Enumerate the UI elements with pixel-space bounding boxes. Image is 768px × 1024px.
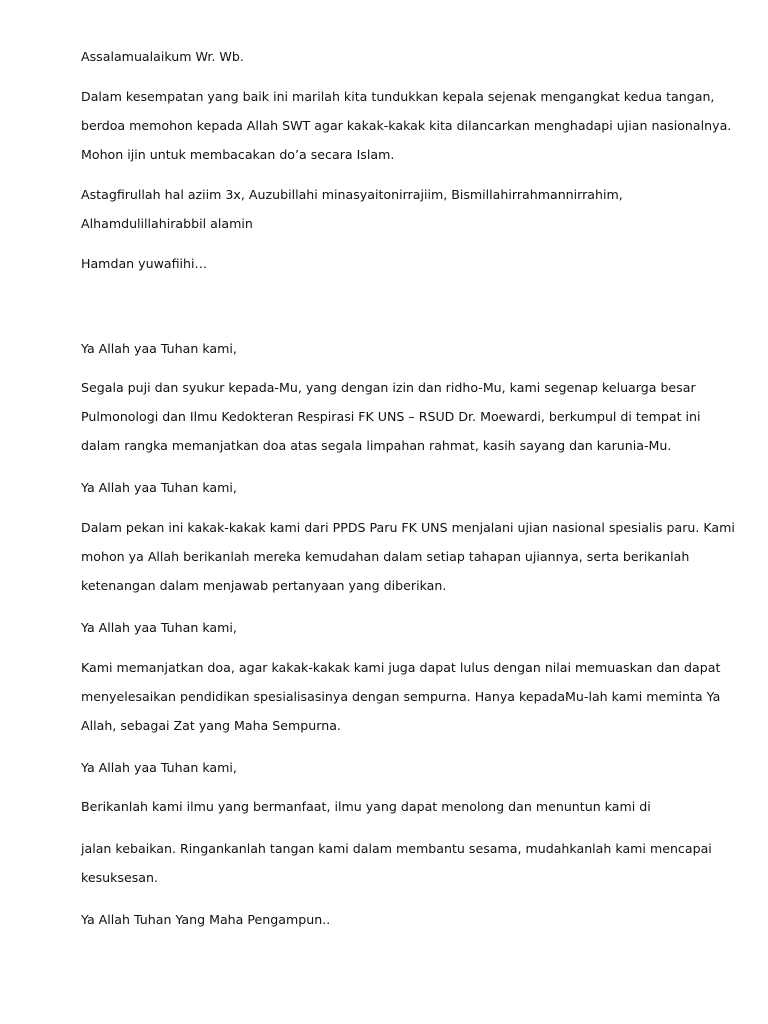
text-line: Allah, sebagai Zat yang Maha Sempurna. (81, 718, 341, 733)
text-line: Dalam kesempatan yang baik ini marilah kita tundukkan kepala sejenak mengangkat kedua tangan, (81, 89, 715, 104)
text-line: Ya Allah yaa Tuhan kami, (81, 480, 237, 495)
text-line: berdoa memohon kepada Allah SWT agar kakak-kakak kita dilancarkan menghadapi ujian nasionalnya. (81, 118, 732, 133)
text-line: Ya Allah yaa Tuhan kami, (81, 620, 237, 635)
text-line: Segala puji dan syukur kepada-Mu, yang dengan izin dan ridho-Mu, kami segenap keluarga besar (81, 380, 696, 395)
text-line: Ya Allah Tuhan Yang Maha Pengampun.. (81, 912, 331, 927)
text-line: mohon ya Allah berikanlah mereka kemudahan dalam setiap tahapan ujiannya, serta berikanlah (81, 549, 690, 564)
text-line: Assalamualaikum Wr. Wb. (81, 49, 244, 64)
text-line: Ya Allah yaa Tuhan kami, (81, 341, 237, 356)
text-line: jalan kebaikan. Ringankanlah tangan kami dalam membantu sesama, mudahkanlah kami mencapai (81, 841, 712, 856)
text-line: ketenangan dalam menjawab pertanyaan yang diberikan. (81, 578, 447, 593)
text-line: Ya Allah yaa Tuhan kami, (81, 760, 237, 775)
text-line: Alhamdulillahirabbil alamin (81, 216, 253, 231)
text-line: Kami memanjatkan doa, agar kakak-kakak kami juga dapat lulus dengan nilai memuaskan dan dapat (81, 660, 721, 675)
text-line: menyelesaikan pendidikan spesialisasinya dengan sempurna. Hanya kepadaMu-lah kami meminta Ya (81, 689, 721, 704)
text-line: Mohon ijin untuk membacakan do’a secara Islam. (81, 147, 395, 162)
text-line: Berikanlah kami ilmu yang bermanfaat, ilmu yang dapat menolong dan menuntun kami di (81, 799, 651, 814)
text-line: Astagfirullah hal aziim 3x, Auzubillahi minasyaitonirrajiim, Bismillahirrahmannirrahim, (81, 187, 623, 202)
text-line: Pulmonologi dan Ilmu Kedokteran Respirasi FK UNS – RSUD Dr. Moewardi, berkumpul di tempat ini (81, 409, 701, 424)
text-line: Hamdan yuwafiihi… (81, 256, 208, 271)
text-line: Dalam pekan ini kakak-kakak kami dari PPDS Paru FK UNS menjalani ujian nasional spesialis paru. Kami (81, 520, 735, 535)
text-line: kesuksesan. (81, 870, 159, 885)
text-line: dalam rangka memanjatkan doa atas segala limpahan rahmat, kasih sayang dan karunia-Mu. (81, 438, 672, 453)
